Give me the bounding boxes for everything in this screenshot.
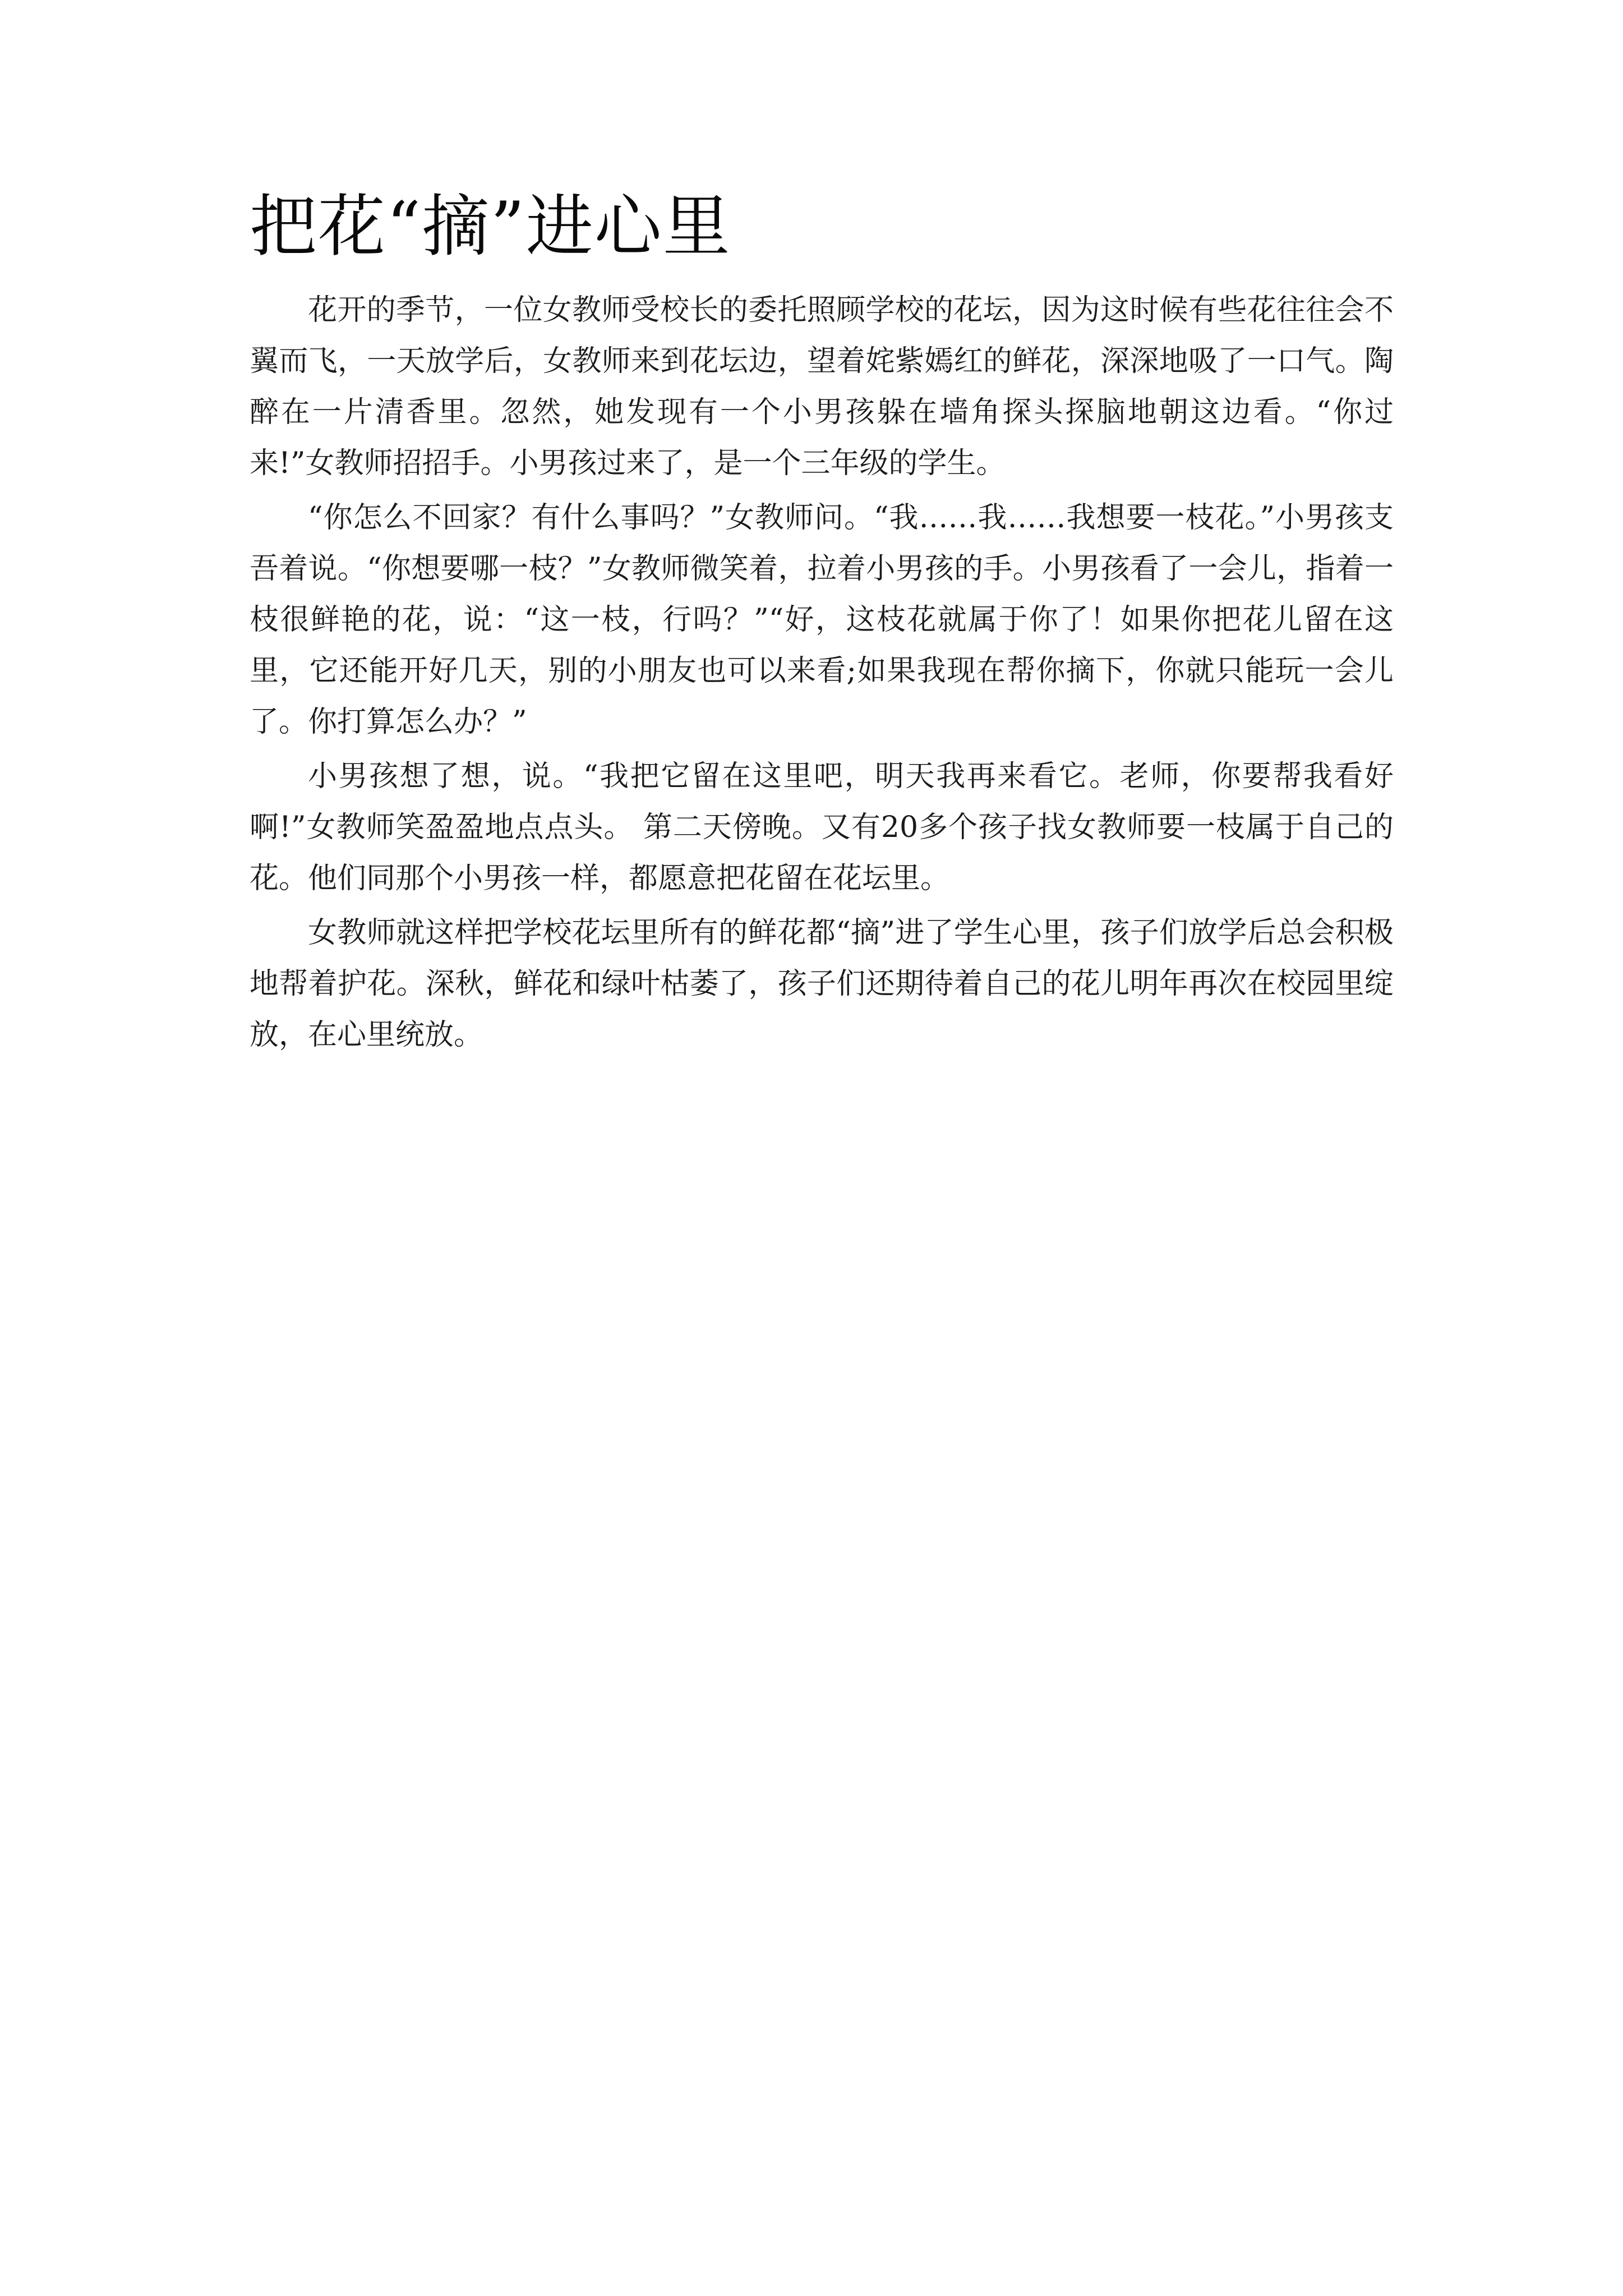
document-title: 把花“摘”进心里 [250,188,731,266]
paragraph-4: 女教师就这样把学校花坛里所有的鲜花都“摘”进了学生心里，孩子们放学后总会积极地帮着护花。深秋，鲜花和绿叶枯萎了，孩子们还期待着自己的花儿明年再次在校园里绽放，在心里统放。 [250,916,1394,1052]
document-body [250,185,1394,1061]
paragraph-2: “你怎么不回家？有什么事吗？”女教师问。“我……我……我想要一枝花。”小男孩支吾着说。“你想要哪一枝？”女教师微笑着，拉着小男孩的手。小男孩看了一会儿，指着一枝很鲜艳的花，说：“这一枝，行吗？”“好，这枝花就属于你了！如果你把花儿留在这里，它还能开好几天，别的小朋友也可以来看;如果我现在帮你摘下，你就只能玩一会儿了。你打算怎么办？” [250,501,1394,739]
paragraph-3: 小男孩想了想，说。“我把它留在这里吧，明天我再来看它。老师，你要帮我看好啊!”女教师笑盈盈地点点头。 第二天傍晚。又有20多个孩子找女教师要一枝属于自己的花。他们同那个小男孩一样，都愿意把花留在花坛里。 [250,760,1394,895]
paragraph-1: 花开的季节，一位女教师受校长的委托照顾学校的花坛，因为这时候有些花往往会不翼而飞，一天放学后，女教师来到花坛边，望着姹紫嫣红的鲜花，深深地吸了一口气。陶醉在一片清香里。忽然，她发现有一个小男孩躲在墙角探头探脑地朝这边看。“你过来!”女教师招招手。小男孩过来了，是一个三年级的学生。 [250,293,1394,480]
